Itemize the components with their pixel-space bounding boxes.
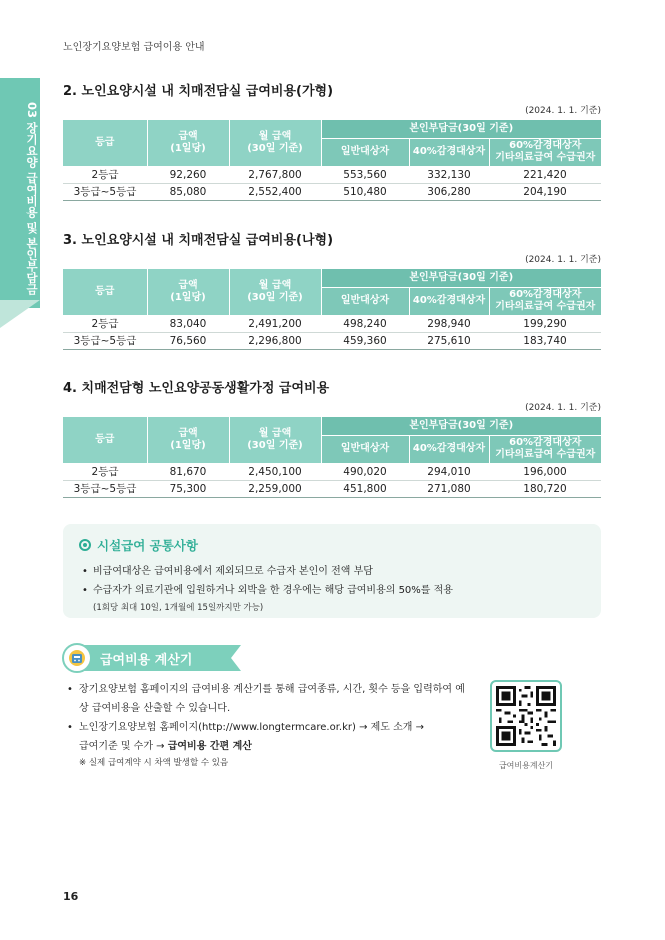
side-tab-label: 03 장기요양 급여비용 및 본인부담금	[25, 102, 39, 296]
col-copay-group: 본인부담금(30일 기준)	[321, 417, 601, 435]
basis-date: (2024. 1. 1. 기준)	[525, 255, 601, 265]
col-reduced40: 40%감경대상자	[409, 435, 489, 463]
fee-table	[63, 120, 601, 201]
col-copay-group: 본인부담금(30일 기준)	[321, 269, 601, 287]
side-tab-tail	[0, 300, 40, 328]
basis-date: (2024. 1. 1. 기준)	[525, 403, 601, 413]
col-monthly: 월 급액 (30일 기준)	[229, 417, 321, 463]
qr-code-icon	[496, 686, 556, 746]
target-circle-icon	[79, 539, 91, 551]
common-notes-title: 시설급여 공통사항	[79, 536, 585, 554]
calc-list	[63, 680, 473, 756]
section-3	[63, 229, 601, 350]
table-row: 3등급~5등급 76,560 2,296,800 459,360 275,610 183,740	[63, 332, 601, 349]
fee-table	[63, 269, 601, 350]
col-monthly: 월 급액 (30일 기준)	[229, 269, 321, 315]
link-text: 급여비용 간편 계산	[167, 741, 252, 752]
col-daily: 급액 (1일당)	[147, 269, 229, 315]
running-header: 노인장기요양보험 급여이용 안내	[63, 42, 205, 53]
section-title: 4. 치매전담형 노인요양공동생활가정 급여비용	[63, 381, 330, 396]
calc-note: ※ 실제 급여계약 시 차액 발생할 수 있음	[79, 758, 229, 768]
qr-caption: 급여비용계산기	[498, 761, 554, 770]
table-row: 2등급 83,040 2,491,200 498,240 298,940 199,290	[63, 315, 601, 332]
col-copay-group: 본인부담금(30일 기준)	[321, 120, 601, 138]
common-notes-list	[79, 562, 585, 600]
calc-banner-tip	[231, 645, 241, 671]
side-tab	[0, 78, 40, 308]
basis-date: (2024. 1. 1. 기준)	[525, 106, 601, 116]
col-reduced40: 40%감경대상자	[409, 138, 489, 166]
fee-table	[63, 417, 601, 498]
col-general: 일반대상자	[321, 138, 409, 166]
list-item: • 장기요양보험 홈페이지의 급여비용 계산기를 통해 급여종류, 시간, 횟수 등을 입력하여 예상 급여비용을 산출할 수 있습니다.	[63, 680, 473, 718]
list-item: • 수급자가 의료기관에 입원하거나 외박을 한 경우에는 해당 급여비용의 50%를 적용	[79, 581, 585, 600]
table-row: 2등급 92,260 2,767,800 553,560 332,130 221,420	[63, 166, 601, 183]
section-2	[63, 80, 601, 201]
table-row: 3등급~5등급 85,080 2,552,400 510,480 306,280 204,190	[63, 183, 601, 200]
section-title: 2. 노인요양시설 내 치매전담실 급여비용(가형)	[63, 84, 334, 99]
table-row: 2등급 81,670 2,450,100 490,020 294,010 196,000	[63, 463, 601, 480]
col-daily: 급액 (1일당)	[147, 417, 229, 463]
list-item: • 비급여대상은 급여비용에서 제외되므로 수급자 본인이 전액 부담	[79, 562, 585, 581]
col-reduced60: 60%감경대상자 기타의료급여 수급권자	[489, 287, 601, 315]
section-title: 3. 노인요양시설 내 치매전담실 급여비용(나형)	[63, 233, 334, 248]
calculator-icon	[62, 643, 92, 673]
col-daily: 급액 (1일당)	[147, 120, 229, 166]
list-item: • 노인장기요양보험 홈페이지(http://www.longtermcare.or.kr) → 제도 소개 → 급여기준 및 수가 → 급여비용 간편 계산	[63, 718, 473, 756]
qr-code[interactable]	[490, 680, 562, 752]
page-number: 16	[63, 890, 79, 903]
col-grade: 등급	[63, 417, 147, 463]
table-row: 3등급~5등급 75,300 2,259,000 451,800 271,080 180,720	[63, 480, 601, 497]
col-grade: 등급	[63, 269, 147, 315]
col-general: 일반대상자	[321, 435, 409, 463]
col-general: 일반대상자	[321, 287, 409, 315]
common-notes-box	[63, 524, 601, 618]
calc-title: 급여비용 계산기	[100, 653, 193, 668]
col-reduced40: 40%감경대상자	[409, 287, 489, 315]
col-reduced60: 60%감경대상자 기타의료급여 수급권자	[489, 435, 601, 463]
col-grade: 등급	[63, 120, 147, 166]
col-monthly: 월 급액 (30일 기준)	[229, 120, 321, 166]
section-4	[63, 377, 601, 498]
col-reduced60: 60%감경대상자 기타의료급여 수급권자	[489, 138, 601, 166]
common-note: (1회당 최대 10일, 1개월에 15일까지만 가능)	[93, 603, 264, 613]
